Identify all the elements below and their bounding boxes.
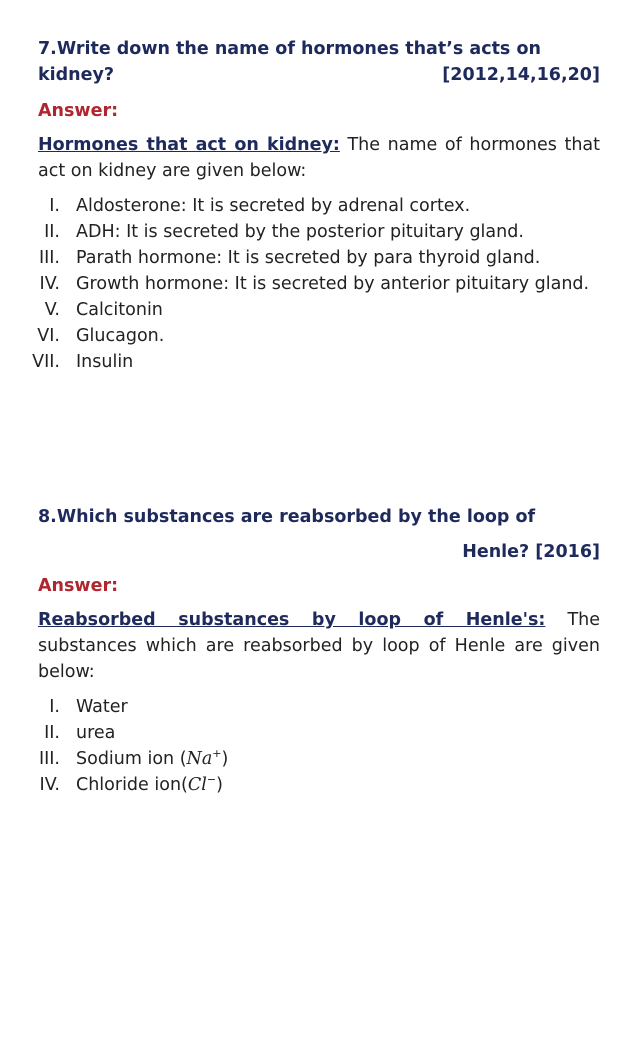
- question-7-years: [2012,14,16,20]: [442, 65, 600, 85]
- question-7-answer-label: Answer:: [38, 101, 119, 121]
- question-7-hormone-list: [0, 193, 600, 375]
- list-item: [0, 193, 600, 219]
- list-item: [0, 772, 600, 798]
- list-item: [0, 323, 600, 349]
- list-item: [0, 746, 600, 772]
- chloride-ion-label: Chloride ion(: [76, 775, 188, 795]
- list-item-number: I.: [49, 697, 60, 717]
- list-item-number: V.: [44, 300, 60, 320]
- list-item-number: IV.: [39, 274, 60, 294]
- question-8-answer-label: Answer:: [38, 576, 119, 596]
- list-item-number: III.: [38, 248, 60, 268]
- list-item-text: urea: [76, 723, 116, 743]
- question-7-title-line1: 7.Write down the name of hormones that’s acts on: [38, 39, 541, 59]
- question-7-title-line2: [38, 62, 600, 88]
- list-item-number: VII.: [32, 352, 60, 372]
- question-8-title-line2: Henle? [2016]: [462, 542, 600, 562]
- list-item-text: Calcitonin: [76, 300, 163, 320]
- question-8-intro-text: The substances which are reabsorbed by loop of Henle are given below:: [38, 610, 600, 682]
- list-item: [0, 297, 600, 323]
- list-item-number: III.: [38, 749, 60, 769]
- list-item-text: Glucagon.: [76, 326, 165, 346]
- list-item-text: Insulin: [76, 352, 134, 372]
- list-item-text: Aldosterone: It is secreted by adrenal cortex.: [76, 196, 471, 216]
- chloride-charge: −: [206, 773, 217, 787]
- sodium-close-paren: ): [221, 749, 229, 769]
- list-item: [0, 271, 600, 297]
- question-8-lead: Reabsorbed substances by loop of Henle's:: [38, 610, 546, 630]
- list-item-text: ADH: It is secreted by the posterior pituitary gland.: [76, 222, 524, 242]
- chloride-close-paren: ): [216, 775, 223, 795]
- list-item-text: Parath hormone: It is secreted by para thyroid gland.: [76, 248, 541, 268]
- question-7-answer-intro: [38, 132, 600, 184]
- list-item-text: [76, 772, 600, 798]
- list-item-number: II.: [44, 723, 60, 743]
- question-7-title: [38, 36, 600, 88]
- list-item: [0, 694, 600, 720]
- question-7-lead: Hormones that act on kidney:: [38, 135, 340, 155]
- question-7-intro-text: The name of hormones that act on kidney are given below:: [38, 135, 600, 181]
- list-item-number: IV.: [39, 775, 60, 795]
- sodium-charge: +: [212, 747, 222, 761]
- list-item-number: VI.: [37, 326, 60, 346]
- list-item: [0, 349, 600, 375]
- list-item: [0, 219, 600, 245]
- question-8-title-line1: 8.Which substances are reabsorbed by the loop of: [38, 507, 536, 527]
- chloride-symbol: Cl: [187, 775, 207, 795]
- sodium-ion-label: Sodium ion (: [76, 749, 187, 769]
- question-7-title-kidney: kidney?: [38, 65, 115, 85]
- list-item-text: Water: [76, 697, 128, 717]
- question-8-answer-intro: [38, 607, 600, 685]
- sodium-symbol: Na: [186, 749, 213, 769]
- question-8-title: [38, 504, 600, 565]
- list-item-number: I.: [49, 196, 60, 216]
- list-item: [0, 245, 600, 271]
- question-8-substance-list: [0, 694, 600, 798]
- list-item-text: [76, 746, 600, 772]
- list-item-text: Growth hormone: It is secreted by anterior pituitary gland.: [76, 274, 590, 294]
- list-item-number: II.: [44, 222, 60, 242]
- list-item: [0, 720, 600, 746]
